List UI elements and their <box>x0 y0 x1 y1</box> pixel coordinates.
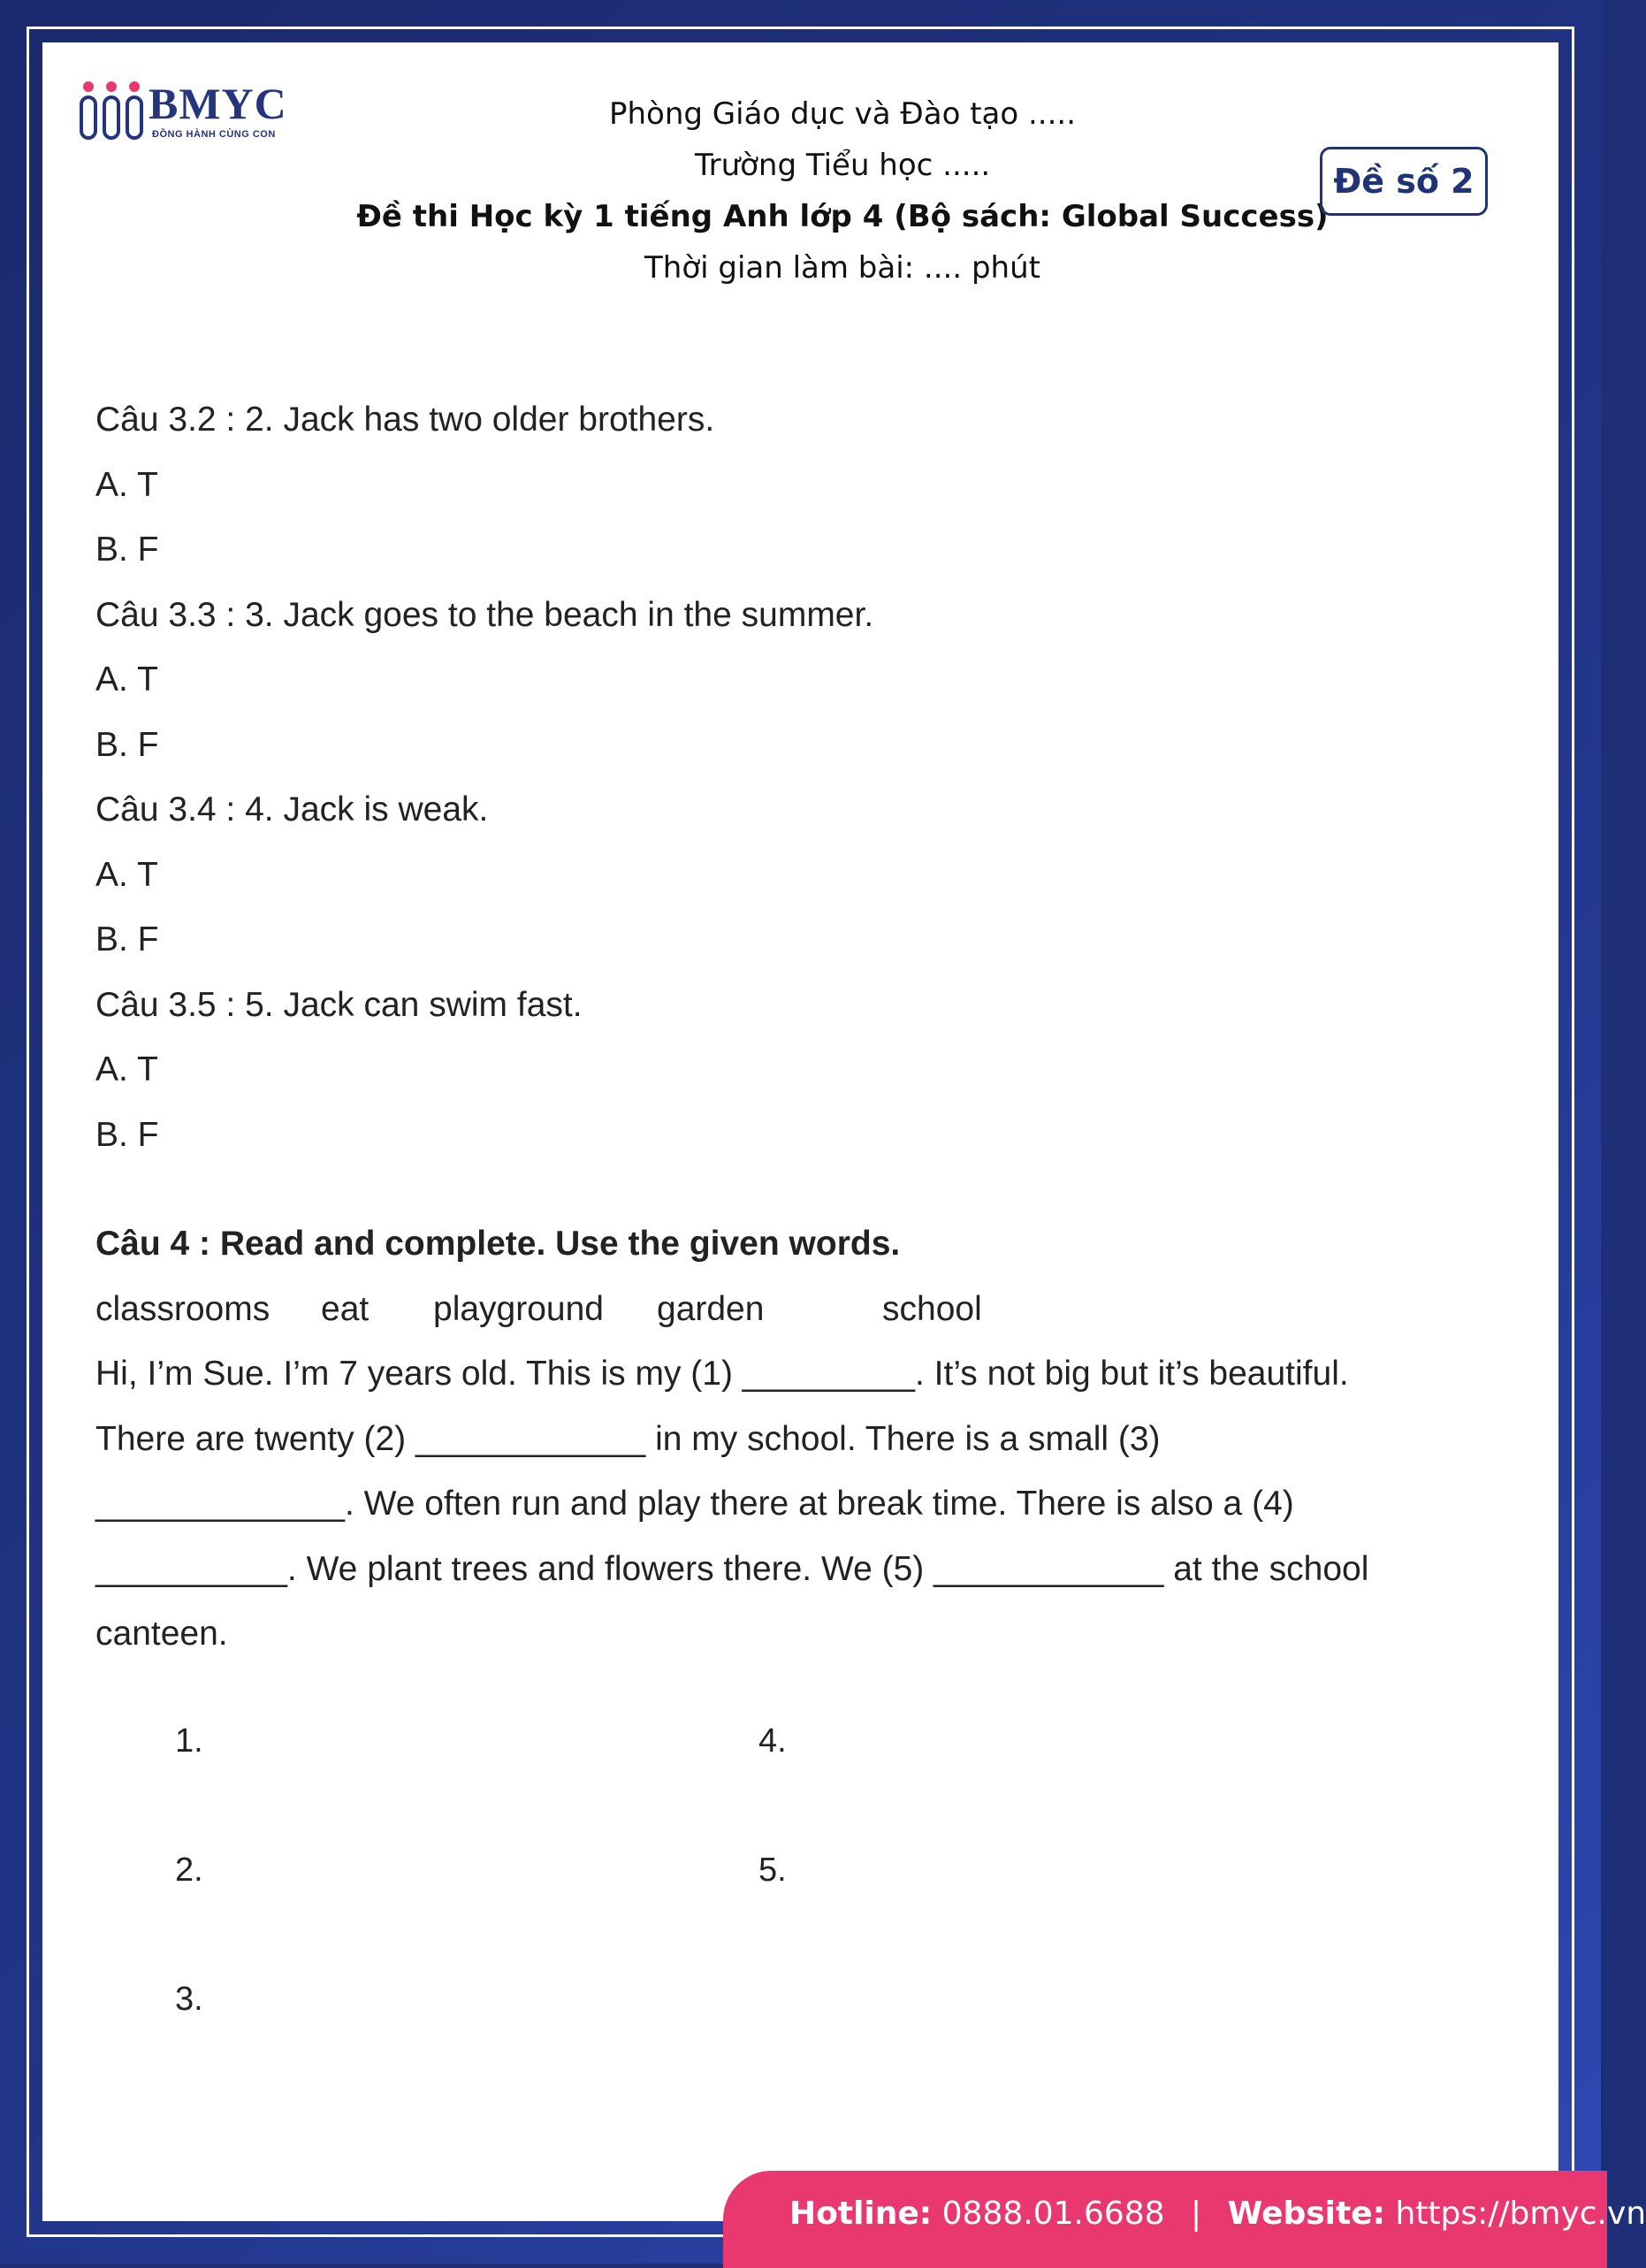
department-line: Phòng Giáo dục và Đào tạo ..... <box>308 88 1377 140</box>
logo-figures-icon <box>80 78 150 149</box>
word-bank-item: garden <box>657 1277 882 1342</box>
contact-footer <box>723 2171 1607 2268</box>
option-b: B. F <box>95 713 1510 778</box>
answer-list <box>175 1722 971 2094</box>
passage-line: There are twenty (2) ____________ in my school. There is a small (3) <box>95 1407 1510 1472</box>
passage-line: _____________. We often run and play there at break time. There is also a (4) <box>95 1471 1510 1537</box>
option-b: B. F <box>95 517 1510 583</box>
option-a: A. T <box>95 1037 1510 1103</box>
hotline-label: Hotline: <box>789 2195 932 2232</box>
website-link[interactable]: https://bmyc.vn <box>1396 2195 1646 2232</box>
passage-line: Hi, I’m Sue. I’m 7 years old. This is my (1) _________. It’s not big but it’s beautiful. <box>95 1341 1510 1407</box>
question-4-title: Câu 4 : Read and complete. Use the given words. <box>95 1211 1510 1277</box>
answer-slot: 4. <box>758 1722 787 1760</box>
word-bank-item: classrooms <box>95 1277 321 1342</box>
option-a: A. T <box>95 453 1510 518</box>
answer-slot: 2. <box>175 1852 203 1890</box>
logo-tagline: ĐỒNG HÀNH CÙNG CON <box>152 129 276 140</box>
option-b: B. F <box>95 1103 1510 1168</box>
exam-title: Đề thi Học kỳ 1 tiếng Anh lớp 4 (Bộ sách: Global Success) <box>308 191 1377 242</box>
bmyc-logo <box>80 78 301 157</box>
word-bank-item: eat <box>321 1277 433 1342</box>
word-bank-item: school <box>882 1277 982 1342</box>
question-prompt: Câu 3.5 : 5. Jack can swim fast. <box>95 973 1510 1038</box>
time-line: Thời gian làm bài: .... phút <box>308 242 1377 294</box>
passage-line: __________. We plant trees and flowers there. We (5) ____________ at the school <box>95 1537 1510 1602</box>
logo-wordmark: BMYC <box>149 78 287 129</box>
worksheet-page <box>42 42 1558 2221</box>
footer-separator: | <box>1191 2195 1201 2232</box>
question-content <box>95 387 1510 1667</box>
option-b: B. F <box>95 907 1510 973</box>
word-bank-item: playground <box>433 1277 657 1342</box>
option-a: A. T <box>95 843 1510 908</box>
question-prompt: Câu 3.3 : 3. Jack goes to the beach in the summer. <box>95 583 1510 648</box>
passage-line: canteen. <box>95 1601 1510 1667</box>
answer-slot: 1. <box>175 1722 203 1760</box>
hotline-number[interactable]: 0888.01.6688 <box>942 2195 1165 2232</box>
answer-slot: 3. <box>175 1981 203 2019</box>
exam-number-badge: Đề số 2 <box>1320 147 1488 216</box>
footer-text <box>789 2195 1646 2232</box>
question-prompt: Câu 3.2 : 2. Jack has two older brothers. <box>95 387 1510 453</box>
exam-header <box>308 88 1377 294</box>
word-bank <box>95 1277 1510 1342</box>
school-line: Trường Tiểu học ..... <box>308 140 1377 191</box>
answer-slot: 5. <box>758 1852 787 1890</box>
option-a: A. T <box>95 647 1510 713</box>
website-label: Website: <box>1228 2195 1385 2232</box>
question-prompt: Câu 3.4 : 4. Jack is weak. <box>95 777 1510 843</box>
